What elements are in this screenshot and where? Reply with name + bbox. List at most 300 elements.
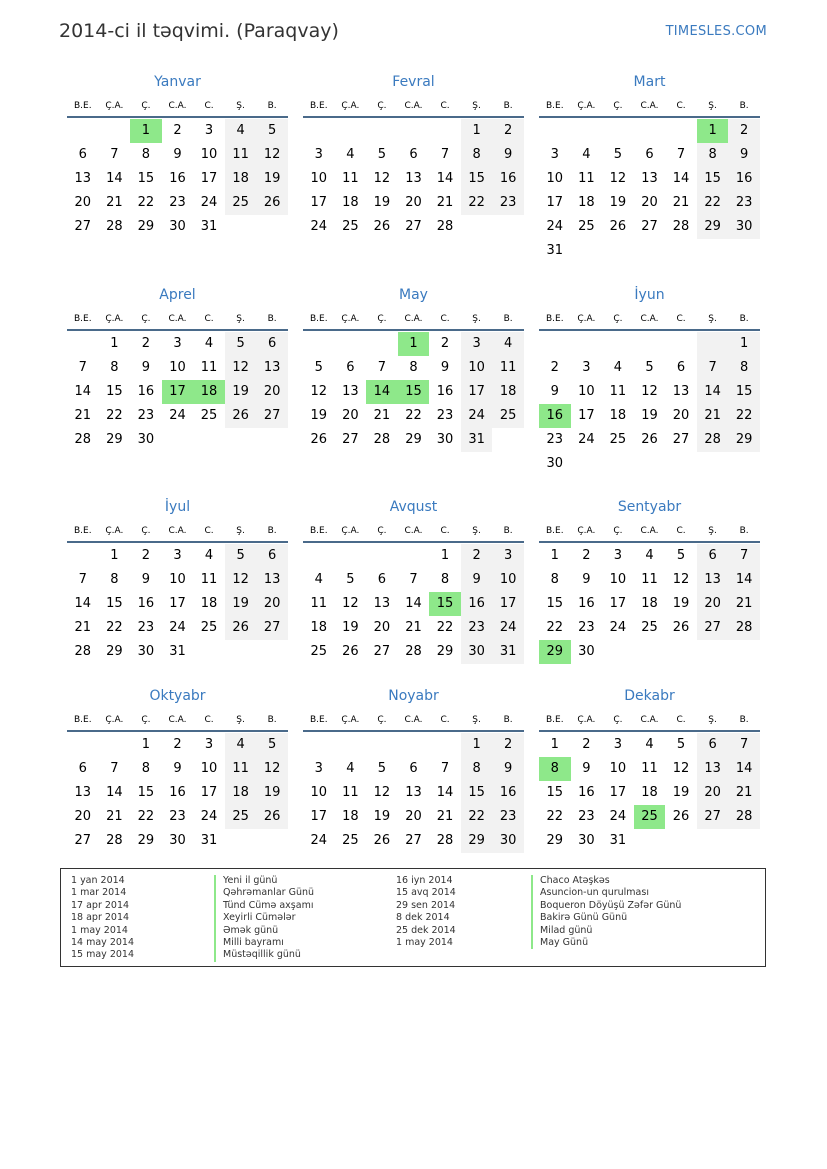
day-cell[interactable]: 8: [550, 572, 559, 587]
day-cell[interactable]: 24: [546, 219, 564, 234]
day-cell[interactable]: 15: [398, 380, 430, 404]
day-cell[interactable]: 14: [74, 384, 92, 399]
day-cell[interactable]: 23: [492, 191, 524, 215]
day-cell[interactable]: 25: [225, 805, 257, 829]
day-cell[interactable]: 21: [436, 195, 454, 210]
day-cell[interactable]: 26: [342, 644, 359, 659]
day-cell[interactable]: 9: [461, 568, 493, 592]
day-cell[interactable]: 16: [137, 596, 155, 611]
day-cell[interactable]: 3: [613, 737, 623, 752]
day-cell[interactable]: 1: [398, 332, 430, 356]
day-cell[interactable]: 16: [728, 167, 760, 191]
day-cell[interactable]: 29: [106, 432, 123, 447]
day-cell[interactable]: 20: [697, 781, 729, 805]
day-cell[interactable]: 13: [74, 785, 92, 800]
day-cell[interactable]: 29: [137, 833, 155, 848]
day-cell[interactable]: 28: [106, 219, 123, 234]
day-cell[interactable]: 30: [461, 640, 493, 664]
day-cell[interactable]: 2: [728, 119, 760, 143]
day-cell[interactable]: 11: [310, 596, 328, 611]
day-cell[interactable]: 10: [200, 761, 218, 776]
day-cell[interactable]: 27: [256, 404, 288, 428]
day-cell[interactable]: 26: [373, 219, 391, 234]
day-cell[interactable]: 13: [342, 384, 359, 399]
day-cell[interactable]: 2: [582, 737, 591, 752]
day-cell[interactable]: 12: [225, 568, 257, 592]
day-cell[interactable]: 13: [373, 596, 391, 611]
day-cell[interactable]: 24: [461, 404, 493, 428]
day-cell[interactable]: 30: [137, 644, 155, 659]
day-cell[interactable]: 22: [728, 404, 760, 428]
day-cell[interactable]: 10: [609, 761, 627, 776]
day-cell[interactable]: 13: [74, 171, 92, 186]
day-cell[interactable]: 30: [578, 644, 595, 659]
day-cell[interactable]: 30: [578, 833, 595, 848]
day-cell[interactable]: 4: [346, 761, 355, 776]
day-cell[interactable]: 17: [609, 785, 627, 800]
day-cell[interactable]: 19: [310, 408, 328, 423]
day-cell[interactable]: 26: [256, 191, 288, 215]
day-cell[interactable]: 7: [78, 572, 87, 587]
day-cell[interactable]: 14: [366, 380, 398, 404]
day-cell[interactable]: 14: [405, 596, 422, 611]
day-cell[interactable]: 15: [546, 596, 564, 611]
day-cell[interactable]: 5: [377, 147, 387, 162]
day-cell[interactable]: 25: [634, 805, 666, 829]
day-cell[interactable]: 20: [405, 809, 422, 824]
day-cell[interactable]: 29: [546, 833, 564, 848]
day-cell[interactable]: 18: [342, 809, 359, 824]
day-cell[interactable]: 8: [539, 757, 571, 781]
day-cell[interactable]: 9: [728, 143, 760, 167]
day-cell[interactable]: 24: [578, 432, 595, 447]
day-cell[interactable]: 12: [225, 356, 257, 380]
day-cell[interactable]: 11: [225, 143, 257, 167]
day-cell[interactable]: 2: [461, 544, 493, 568]
day-cell[interactable]: 28: [106, 833, 123, 848]
day-cell[interactable]: 6: [78, 761, 87, 776]
day-cell[interactable]: 1: [141, 737, 151, 752]
day-cell[interactable]: 16: [578, 596, 595, 611]
day-cell[interactable]: 9: [173, 761, 182, 776]
day-cell[interactable]: 22: [461, 191, 493, 215]
day-cell[interactable]: 26: [310, 432, 328, 447]
day-cell[interactable]: 19: [672, 596, 690, 611]
day-cell[interactable]: 21: [728, 592, 760, 616]
day-cell[interactable]: 25: [200, 408, 218, 423]
day-cell[interactable]: 14: [74, 596, 92, 611]
day-cell[interactable]: 17: [200, 171, 218, 186]
day-cell[interactable]: 28: [436, 833, 454, 848]
day-cell[interactable]: 16: [492, 781, 524, 805]
day-cell[interactable]: 29: [436, 644, 454, 659]
day-cell[interactable]: 23: [137, 408, 155, 423]
day-cell[interactable]: 2: [440, 336, 450, 351]
day-cell[interactable]: 15: [697, 167, 729, 191]
day-cell[interactable]: 1: [550, 548, 559, 563]
day-cell[interactable]: 22: [137, 809, 155, 824]
day-cell[interactable]: 22: [106, 408, 123, 423]
day-cell[interactable]: 1: [728, 332, 760, 356]
day-cell[interactable]: 9: [550, 384, 559, 399]
day-cell[interactable]: 16: [169, 171, 186, 186]
day-cell[interactable]: 14: [697, 380, 729, 404]
day-cell[interactable]: 29: [461, 829, 493, 853]
day-cell[interactable]: 15: [728, 380, 760, 404]
day-cell[interactable]: 4: [225, 119, 257, 143]
day-cell[interactable]: 18: [641, 785, 658, 800]
day-cell[interactable]: 13: [641, 171, 658, 186]
day-cell[interactable]: 6: [256, 544, 288, 568]
day-cell[interactable]: 27: [74, 219, 92, 234]
day-cell[interactable]: 3: [204, 737, 214, 752]
day-cell[interactable]: 21: [728, 781, 760, 805]
day-cell[interactable]: 28: [728, 805, 760, 829]
day-cell[interactable]: 6: [697, 733, 729, 757]
day-cell[interactable]: 10: [461, 356, 493, 380]
day-cell[interactable]: 18: [225, 167, 257, 191]
day-cell[interactable]: 22: [106, 620, 123, 635]
day-cell[interactable]: 7: [440, 761, 450, 776]
day-cell[interactable]: 21: [405, 620, 422, 635]
day-cell[interactable]: 26: [641, 432, 658, 447]
day-cell[interactable]: 17: [578, 408, 595, 423]
day-cell[interactable]: 26: [225, 404, 257, 428]
day-cell[interactable]: 3: [173, 548, 182, 563]
day-cell[interactable]: 22: [405, 408, 422, 423]
day-cell[interactable]: 1: [461, 733, 493, 757]
day-cell[interactable]: 13: [672, 384, 690, 399]
day-cell[interactable]: 6: [409, 147, 418, 162]
day-cell[interactable]: 11: [200, 360, 218, 375]
day-cell[interactable]: 27: [74, 833, 92, 848]
day-cell[interactable]: 1: [440, 548, 450, 563]
day-cell[interactable]: 12: [609, 171, 627, 186]
day-cell[interactable]: 31: [200, 219, 218, 234]
day-cell[interactable]: 26: [225, 616, 257, 640]
day-cell[interactable]: 24: [310, 833, 328, 848]
day-cell[interactable]: 2: [492, 733, 524, 757]
day-cell[interactable]: 5: [645, 360, 654, 375]
day-cell[interactable]: 10: [200, 147, 218, 162]
day-cell[interactable]: 15: [106, 384, 123, 399]
day-cell[interactable]: 31: [461, 428, 493, 452]
day-cell[interactable]: 29: [137, 219, 155, 234]
day-cell[interactable]: 30: [546, 456, 564, 471]
day-cell[interactable]: 20: [342, 408, 359, 423]
day-cell[interactable]: 11: [200, 572, 218, 587]
day-cell[interactable]: 5: [256, 733, 288, 757]
day-cell[interactable]: 21: [672, 195, 690, 210]
day-cell[interactable]: 16: [169, 785, 186, 800]
day-cell[interactable]: 19: [225, 380, 257, 404]
day-cell[interactable]: 22: [137, 195, 155, 210]
day-cell[interactable]: 3: [314, 761, 323, 776]
day-cell[interactable]: 27: [641, 219, 658, 234]
day-cell[interactable]: 4: [346, 147, 355, 162]
day-cell[interactable]: 8: [440, 572, 450, 587]
day-cell[interactable]: 6: [256, 332, 288, 356]
day-cell[interactable]: 30: [436, 432, 454, 447]
day-cell[interactable]: 13: [405, 785, 422, 800]
day-cell[interactable]: 5: [613, 147, 623, 162]
day-cell[interactable]: 10: [492, 568, 524, 592]
day-cell[interactable]: 31: [492, 640, 524, 664]
day-cell[interactable]: 17: [492, 592, 524, 616]
day-cell[interactable]: 27: [405, 833, 422, 848]
day-cell[interactable]: 23: [546, 432, 564, 447]
day-cell[interactable]: 6: [697, 544, 729, 568]
day-cell[interactable]: 5: [377, 761, 387, 776]
day-cell[interactable]: 24: [609, 809, 627, 824]
day-cell[interactable]: 18: [342, 195, 359, 210]
day-cell[interactable]: 27: [342, 432, 359, 447]
day-cell[interactable]: 28: [728, 616, 760, 640]
day-cell[interactable]: 4: [204, 336, 214, 351]
day-cell[interactable]: 17: [200, 785, 218, 800]
day-cell[interactable]: 28: [373, 432, 391, 447]
day-cell[interactable]: 10: [310, 785, 328, 800]
day-cell[interactable]: 9: [141, 572, 151, 587]
day-cell[interactable]: 5: [225, 544, 257, 568]
day-cell[interactable]: 28: [697, 428, 729, 452]
day-cell[interactable]: 16: [436, 384, 454, 399]
day-cell[interactable]: 14: [728, 757, 760, 781]
day-cell[interactable]: 24: [609, 620, 627, 635]
day-cell[interactable]: 18: [578, 195, 595, 210]
day-cell[interactable]: 30: [492, 829, 524, 853]
day-cell[interactable]: 3: [173, 336, 182, 351]
day-cell[interactable]: 25: [225, 191, 257, 215]
day-cell[interactable]: 13: [256, 356, 288, 380]
day-cell[interactable]: 19: [256, 167, 288, 191]
day-cell[interactable]: 6: [645, 147, 654, 162]
day-cell[interactable]: 3: [613, 548, 623, 563]
day-cell[interactable]: 18: [641, 596, 658, 611]
day-cell[interactable]: 19: [256, 781, 288, 805]
day-cell[interactable]: 18: [200, 596, 218, 611]
day-cell[interactable]: 20: [256, 592, 288, 616]
day-cell[interactable]: 6: [377, 572, 387, 587]
day-cell[interactable]: 12: [641, 384, 658, 399]
day-cell[interactable]: 29: [697, 215, 729, 239]
day-cell[interactable]: 26: [256, 805, 288, 829]
day-cell[interactable]: 5: [225, 332, 257, 356]
day-cell[interactable]: 17: [169, 596, 186, 611]
day-cell[interactable]: 27: [672, 432, 690, 447]
day-cell[interactable]: 21: [106, 195, 123, 210]
day-cell[interactable]: 3: [550, 147, 559, 162]
day-cell[interactable]: 9: [141, 360, 151, 375]
day-cell[interactable]: 28: [74, 644, 92, 659]
day-cell[interactable]: 11: [342, 785, 359, 800]
day-cell[interactable]: 25: [641, 620, 658, 635]
day-cell[interactable]: 11: [225, 757, 257, 781]
day-cell[interactable]: 29: [106, 644, 123, 659]
day-cell[interactable]: 4: [314, 572, 323, 587]
day-cell[interactable]: 23: [461, 616, 493, 640]
day-cell[interactable]: 6: [346, 360, 355, 375]
day-cell[interactable]: 5: [256, 119, 288, 143]
day-cell[interactable]: 16: [539, 404, 571, 428]
day-cell[interactable]: 16: [137, 384, 155, 399]
day-cell[interactable]: 27: [697, 616, 729, 640]
day-cell[interactable]: 25: [492, 404, 524, 428]
day-cell[interactable]: 2: [582, 548, 591, 563]
day-cell[interactable]: 6: [676, 360, 686, 375]
day-cell[interactable]: 21: [106, 809, 123, 824]
day-cell[interactable]: 11: [578, 171, 595, 186]
day-cell[interactable]: 5: [314, 360, 323, 375]
day-cell[interactable]: 20: [672, 408, 690, 423]
day-cell[interactable]: 12: [672, 572, 690, 587]
day-cell[interactable]: 10: [169, 360, 186, 375]
day-cell[interactable]: 1: [550, 737, 559, 752]
day-cell[interactable]: 9: [492, 143, 524, 167]
day-cell[interactable]: 7: [110, 147, 119, 162]
day-cell[interactable]: 6: [78, 147, 87, 162]
brand-link[interactable]: TIMESLES.COM: [665, 24, 767, 39]
day-cell[interactable]: 10: [546, 171, 564, 186]
day-cell[interactable]: 12: [342, 596, 359, 611]
day-cell[interactable]: 18: [225, 781, 257, 805]
day-cell[interactable]: 17: [461, 380, 493, 404]
day-cell[interactable]: 7: [440, 147, 450, 162]
day-cell[interactable]: 11: [342, 171, 359, 186]
day-cell[interactable]: 24: [492, 616, 524, 640]
day-cell[interactable]: 9: [173, 147, 182, 162]
day-cell[interactable]: 22: [546, 620, 564, 635]
day-cell[interactable]: 25: [342, 833, 359, 848]
day-cell[interactable]: 19: [609, 195, 627, 210]
day-cell[interactable]: 20: [697, 592, 729, 616]
day-cell[interactable]: 2: [141, 336, 151, 351]
day-cell[interactable]: 23: [169, 195, 186, 210]
day-cell[interactable]: 9: [492, 757, 524, 781]
day-cell[interactable]: 9: [440, 360, 450, 375]
day-cell[interactable]: 2: [550, 360, 559, 375]
day-cell[interactable]: 11: [641, 572, 658, 587]
day-cell[interactable]: 4: [225, 733, 257, 757]
day-cell[interactable]: 12: [256, 757, 288, 781]
day-cell[interactable]: 22: [697, 191, 729, 215]
day-cell[interactable]: 17: [609, 596, 627, 611]
day-cell[interactable]: 24: [169, 620, 186, 635]
day-cell[interactable]: 18: [310, 620, 328, 635]
day-cell[interactable]: 17: [546, 195, 564, 210]
day-cell[interactable]: 23: [169, 809, 186, 824]
day-cell[interactable]: 13: [697, 568, 729, 592]
day-cell[interactable]: 25: [310, 644, 328, 659]
day-cell[interactable]: 24: [310, 219, 328, 234]
day-cell[interactable]: 12: [310, 384, 328, 399]
day-cell[interactable]: 8: [141, 147, 151, 162]
day-cell[interactable]: 8: [110, 360, 119, 375]
day-cell[interactable]: 16: [492, 167, 524, 191]
day-cell[interactable]: 17: [162, 380, 194, 404]
day-cell[interactable]: 24: [200, 809, 218, 824]
day-cell[interactable]: 12: [256, 143, 288, 167]
day-cell[interactable]: 21: [74, 620, 92, 635]
day-cell[interactable]: 4: [645, 548, 654, 563]
day-cell[interactable]: 30: [169, 219, 186, 234]
day-cell[interactable]: 29: [405, 432, 422, 447]
day-cell[interactable]: 7: [110, 761, 119, 776]
day-cell[interactable]: 2: [173, 737, 182, 752]
day-cell[interactable]: 20: [641, 195, 658, 210]
day-cell[interactable]: 10: [310, 171, 328, 186]
day-cell[interactable]: 14: [436, 171, 454, 186]
day-cell[interactable]: 4: [645, 737, 654, 752]
day-cell[interactable]: 8: [728, 356, 760, 380]
day-cell[interactable]: 4: [613, 360, 623, 375]
day-cell[interactable]: 15: [137, 171, 155, 186]
day-cell[interactable]: 25: [342, 219, 359, 234]
day-cell[interactable]: 3: [582, 360, 591, 375]
day-cell[interactable]: 2: [173, 123, 182, 138]
day-cell[interactable]: 31: [200, 833, 218, 848]
day-cell[interactable]: 27: [405, 219, 422, 234]
day-cell[interactable]: 14: [728, 568, 760, 592]
day-cell[interactable]: 31: [169, 644, 186, 659]
day-cell[interactable]: 8: [141, 761, 151, 776]
day-cell[interactable]: 30: [728, 215, 760, 239]
day-cell[interactable]: 31: [546, 243, 564, 258]
day-cell[interactable]: 17: [310, 195, 328, 210]
day-cell[interactable]: 23: [436, 408, 454, 423]
day-cell[interactable]: 2: [141, 548, 151, 563]
day-cell[interactable]: 15: [546, 785, 564, 800]
day-cell[interactable]: 8: [461, 143, 493, 167]
day-cell[interactable]: 26: [672, 809, 690, 824]
day-cell[interactable]: 10: [578, 384, 595, 399]
day-cell[interactable]: 28: [672, 219, 690, 234]
day-cell[interactable]: 7: [78, 360, 87, 375]
day-cell[interactable]: 9: [582, 572, 591, 587]
day-cell[interactable]: 23: [137, 620, 155, 635]
day-cell[interactable]: 10: [609, 572, 627, 587]
day-cell[interactable]: 14: [672, 171, 690, 186]
day-cell[interactable]: 17: [310, 809, 328, 824]
day-cell[interactable]: 19: [672, 785, 690, 800]
day-cell[interactable]: 30: [137, 432, 155, 447]
day-cell[interactable]: 23: [578, 620, 595, 635]
day-cell[interactable]: 27: [373, 644, 391, 659]
day-cell[interactable]: 1: [110, 548, 119, 563]
day-cell[interactable]: 26: [609, 219, 627, 234]
day-cell[interactable]: 13: [256, 568, 288, 592]
day-cell[interactable]: 8: [461, 757, 493, 781]
day-cell[interactable]: 12: [373, 171, 391, 186]
day-cell[interactable]: 31: [609, 833, 627, 848]
day-cell[interactable]: 27: [256, 616, 288, 640]
day-cell[interactable]: 8: [110, 572, 119, 587]
day-cell[interactable]: 1: [130, 119, 162, 143]
day-cell[interactable]: 24: [169, 408, 186, 423]
day-cell[interactable]: 7: [409, 572, 418, 587]
day-cell[interactable]: 19: [342, 620, 359, 635]
day-cell[interactable]: 18: [492, 380, 524, 404]
day-cell[interactable]: 5: [346, 572, 355, 587]
day-cell[interactable]: 18: [609, 408, 627, 423]
day-cell[interactable]: 25: [200, 620, 218, 635]
day-cell[interactable]: 21: [74, 408, 92, 423]
day-cell[interactable]: 15: [461, 781, 493, 805]
day-cell[interactable]: 28: [405, 644, 422, 659]
day-cell[interactable]: 2: [492, 119, 524, 143]
day-cell[interactable]: 19: [373, 195, 391, 210]
day-cell[interactable]: 3: [461, 332, 493, 356]
